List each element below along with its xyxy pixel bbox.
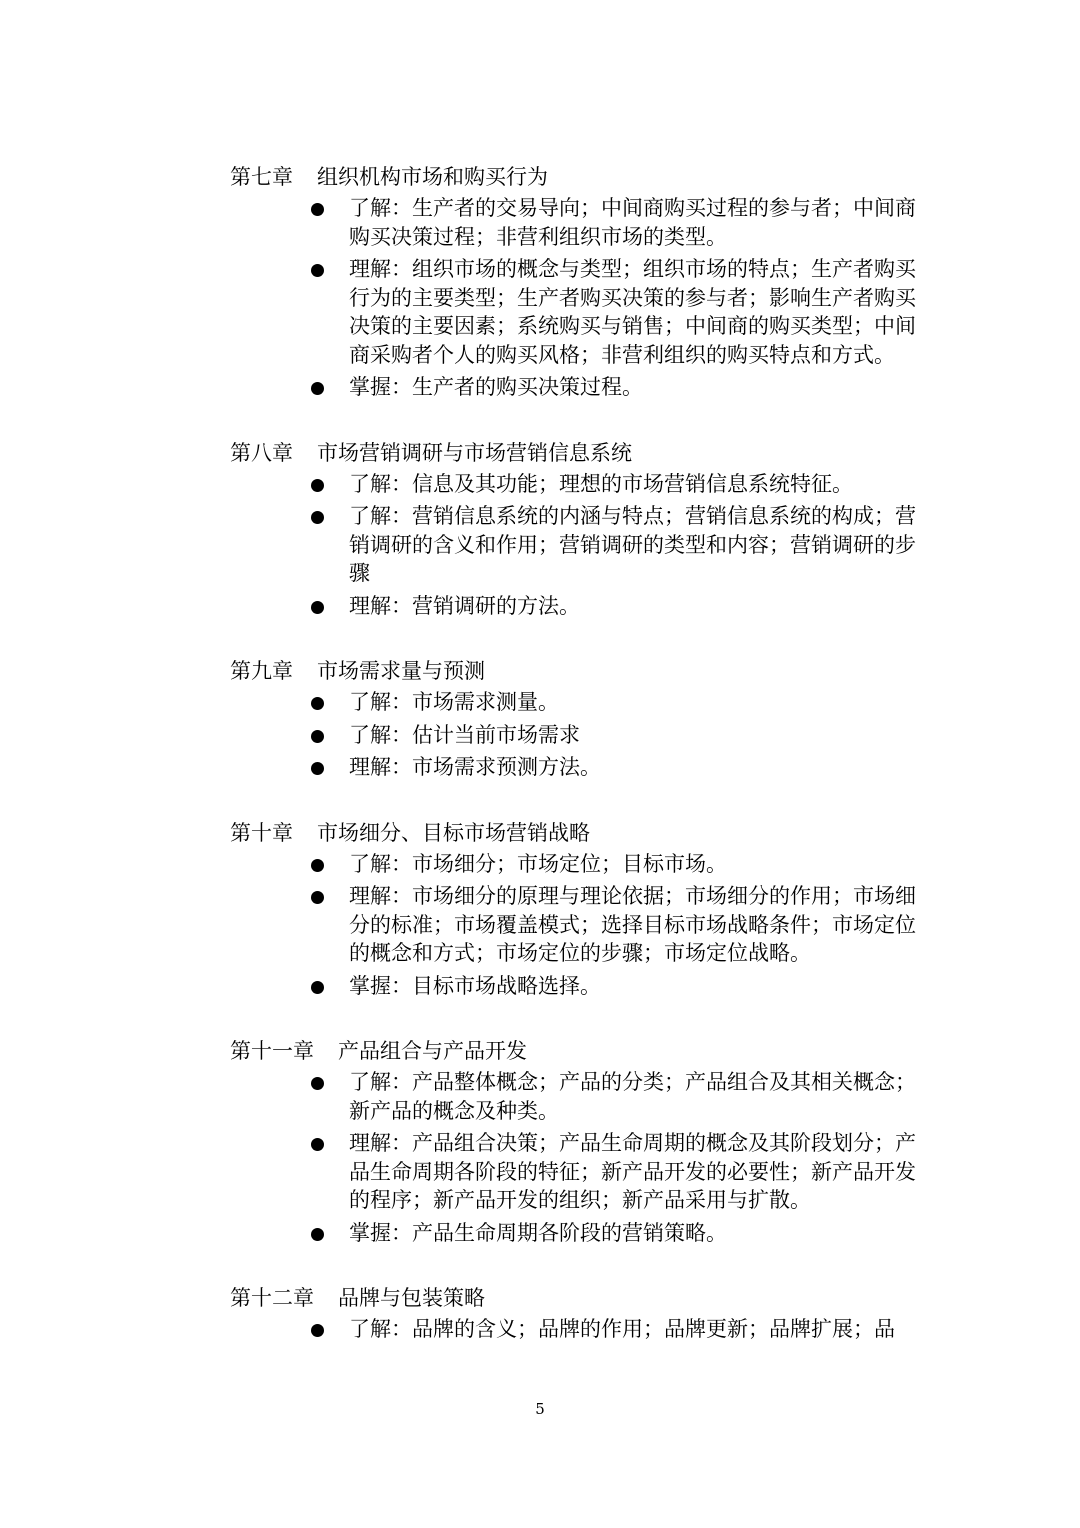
chapter-items xyxy=(230,1068,930,1247)
chapter-heading xyxy=(230,438,930,468)
bullet-icon xyxy=(311,1324,324,1337)
item-text: 掌握：生产者的购买决策过程。 xyxy=(349,375,643,399)
chapter-number: 第十一章 xyxy=(230,1039,314,1063)
item-text: 了解：产品整体概念；产品的分类；产品组合及其相关概念；新产品的概念及种类。 xyxy=(349,1070,916,1123)
chapter-number: 第十二章 xyxy=(230,1286,314,1310)
bullet-icon xyxy=(311,601,324,614)
item-text: 了解：估计当前市场需求 xyxy=(349,722,580,747)
item-text: 了解：品牌的含义；品牌的作用；品牌更新；品牌扩展；品 xyxy=(349,1317,895,1341)
bullet-icon xyxy=(311,762,324,775)
chapter-number: 第十章 xyxy=(230,820,293,845)
item-text: 了解：信息及其功能；理想的市场营销信息系统特征。 xyxy=(349,471,853,496)
chapter-title: 市场需求量与预测 xyxy=(317,659,485,683)
bullet-icon xyxy=(311,264,324,277)
item-text: 了解：营销信息系统的内涵与特点；营销信息系统的构成；营销调研的含义和作用；营销调研的类型和内容；营销调研的步骤 xyxy=(349,504,916,585)
list-item xyxy=(230,688,919,717)
item-text: 了解：生产者的交易导向；中间商购买过程的参与者；中间商购买决策过程；非营利组织市场的类型。 xyxy=(349,196,916,249)
chapter-8 xyxy=(230,438,930,621)
chapter-12 xyxy=(230,1283,930,1344)
item-text: 理解：组织市场的概念与类型；组织市场的特点；生产者购买行为的主要类型；生产者购买决策的参与者；影响生产者购买决策的主要因素；系统购买与销售；中间商的购买类型；中间商采购者个人的购买风格；非营利组织的购买特点和方式。 xyxy=(349,257,916,367)
document-content xyxy=(230,162,930,1380)
bullet-icon xyxy=(311,1138,324,1151)
chapter-9 xyxy=(230,656,930,782)
list-item xyxy=(230,470,919,499)
chapter-items xyxy=(230,470,930,621)
chapter-heading xyxy=(230,1283,930,1313)
chapter-items xyxy=(230,1315,930,1344)
list-item xyxy=(230,373,919,402)
item-text: 了解：市场细分；市场定位；目标市场。 xyxy=(349,851,727,876)
item-text: 掌握：目标市场战略选择。 xyxy=(349,973,601,998)
item-text: 了解：市场需求测量。 xyxy=(349,690,559,714)
chapter-10 xyxy=(230,818,930,1001)
chapter-number: 第七章 xyxy=(230,165,293,189)
chapter-title: 组织机构市场和购买行为 xyxy=(317,165,548,189)
chapter-title: 市场细分、目标市场营销战略 xyxy=(317,820,590,845)
list-item xyxy=(230,1129,919,1215)
chapter-heading xyxy=(230,1036,930,1066)
bullet-icon xyxy=(311,479,324,492)
page-number: 5 xyxy=(535,1400,545,1418)
list-item xyxy=(230,592,919,621)
list-item xyxy=(230,753,919,782)
list-item xyxy=(230,721,919,750)
item-text: 掌握：产品生命周期各阶段的营销策略。 xyxy=(349,1220,727,1245)
list-item xyxy=(230,1068,919,1125)
chapter-number: 第九章 xyxy=(230,659,293,683)
list-item xyxy=(230,1315,919,1344)
chapter-11 xyxy=(230,1036,930,1247)
bullet-icon xyxy=(311,981,324,994)
chapter-items xyxy=(230,688,930,782)
bullet-icon xyxy=(311,891,324,904)
item-text: 理解：产品组合决策；产品生命周期的概念及其阶段划分；产品生命周期各阶段的特征；新产品开发的必要性；新产品开发的程序；新产品开发的组织；新产品采用与扩散。 xyxy=(349,1131,916,1212)
chapter-items xyxy=(230,850,930,1001)
chapter-heading xyxy=(230,656,930,686)
list-item xyxy=(230,882,919,968)
list-item xyxy=(230,850,919,879)
item-text: 理解：市场需求预测方法。 xyxy=(349,755,601,779)
item-text: 理解：市场细分的原理与理论依据；市场细分的作用；市场细分的标准；市场覆盖模式；选择目标市场战略条件；市场定位的概念和方式；市场定位的步骤；市场定位战略。 xyxy=(349,884,916,965)
bullet-icon xyxy=(311,859,324,872)
bullet-icon xyxy=(311,511,324,524)
chapter-title: 市场营销调研与市场营销信息系统 xyxy=(317,440,632,465)
chapter-title: 品牌与包装策略 xyxy=(338,1286,485,1310)
bullet-icon xyxy=(311,697,324,710)
chapter-number: 第八章 xyxy=(230,440,293,465)
list-item xyxy=(230,194,919,251)
bullet-icon xyxy=(311,1228,324,1241)
chapter-items xyxy=(230,194,930,402)
chapter-7 xyxy=(230,162,930,402)
list-item xyxy=(230,255,919,369)
list-item xyxy=(230,1219,919,1248)
bullet-icon xyxy=(311,730,324,743)
bullet-icon xyxy=(311,1077,324,1090)
bullet-icon xyxy=(311,203,324,216)
chapter-title: 产品组合与产品开发 xyxy=(338,1039,527,1063)
chapter-heading xyxy=(230,818,930,848)
item-text: 理解：营销调研的方法。 xyxy=(349,593,580,618)
chapter-heading xyxy=(230,162,930,192)
list-item xyxy=(230,502,919,588)
list-item xyxy=(230,972,919,1001)
bullet-icon xyxy=(311,382,324,395)
